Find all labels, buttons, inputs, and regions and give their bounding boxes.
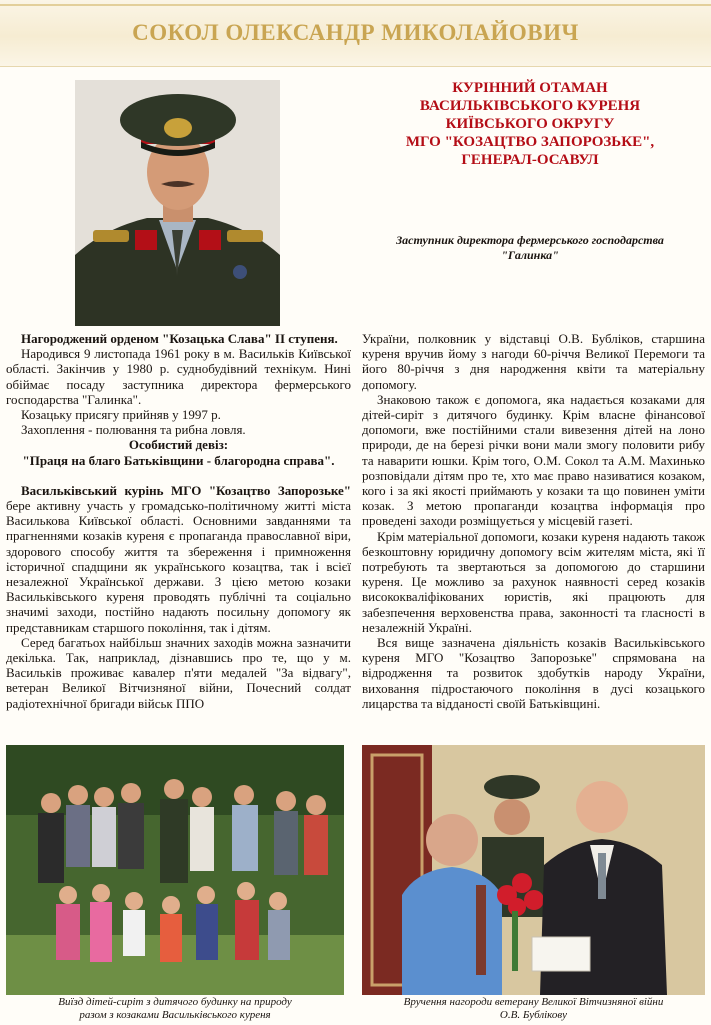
- bio-paragraph: Народився 9 листопада 1961 року в м. Васильків Київської області. Закінчив у 1980 р. суднобудівний технікум. Нині обіймає посаду заступника директора фермерського господарства "Галинка".: [6, 346, 351, 407]
- portrait-photo: [75, 80, 280, 326]
- veteran-paragraph: України, полковник у відставці О.В. Бубліков, старшина куреня вручив йому з нагоди 60-річчя Великої Перемоги та його 80-річчя з дня народження квіти та матеріальну допомогу.: [362, 331, 705, 392]
- ceremony-illustration: [362, 745, 705, 995]
- position-caption-line: Заступник директора фермерського господарства: [396, 233, 664, 247]
- summary-paragraph: Вся вище зазначена діяльність козаків Васильківського куреня МГО "Козацтво Запорозьке" спрямована на відродження та розвиток здобутків народу України, виховання підростаючого покоління в дусі козацького лицарства та відданості своїй Батьківщині.: [362, 635, 705, 711]
- left-text-column: [6, 331, 351, 711]
- rank-line: КИЇВСЬКОГО ОКРУГУ: [445, 116, 615, 132]
- rank-title: [370, 79, 690, 169]
- group-photo: [6, 745, 344, 995]
- right-text-column: [362, 331, 705, 711]
- position-caption: [345, 233, 711, 263]
- rank-line: ГЕНЕРАЛ-ОСАВУЛ: [461, 152, 599, 168]
- events-paragraph: Серед багатьох найбільш значних заходів можна зазначити декілька. Так, наприклад, дізнавшись про те, що у м. Васильків проживає кавалер п'яти медалей "За відвагу", ветеран Великої Вітчизняної війни, Почесний солдат радіотехнічної бригади військ ППО: [6, 634, 351, 711]
- caption-line: Виїзд дітей-сиріт з дитячого будинку на природу: [58, 996, 292, 1008]
- kurin-paragraph: [6, 483, 351, 635]
- spacer: [6, 468, 351, 483]
- rank-line: МГО "КОЗАЦТВО ЗАПОРОЗЬКЕ",: [405, 134, 655, 150]
- group-illustration: [6, 745, 344, 995]
- position-caption-line: "Галинка": [501, 248, 559, 262]
- caption-line: О.В. Бублікову: [499, 1009, 568, 1021]
- caption-line: Вручення нагороди ветерану Великої Вітчизняної війни: [403, 996, 664, 1008]
- motto: "Праця на благо Батьківщини - благородна справа".: [22, 452, 335, 468]
- award-line: Нагороджений орденом "Козацька Слава" ІІ ступеня.: [21, 331, 338, 346]
- kurin-name: Васильківський курінь МГО "Козацтво Запорозьке": [21, 482, 351, 498]
- hobbies-paragraph: Захоплення - полювання та рибна ловля.: [21, 422, 246, 438]
- ceremony-photo-caption: [362, 996, 705, 1022]
- page-title: СОКОЛ ОЛЕКСАНДР МИКОЛАЙОВИЧ: [132, 20, 579, 45]
- caption-line: разом з козаками Васильківського куреня: [79, 1009, 271, 1021]
- rank-line: ВАСИЛЬКІВСЬКОГО КУРЕНЯ: [419, 98, 641, 114]
- portrait-illustration: [75, 80, 280, 326]
- header-rule: [0, 4, 711, 6]
- orphans-paragraph: Знаковою також є допомога, яка надається козаками для дітей-сиріт з дитячого будинку. Крім власне фінансової допомоги, вже постійними стали вивезення дітей на лоно природи, де на березі річки вони мали змогу половити рибу та наварити юшки. Крім того, О.М. Сокол та А.М. Махинько розповідали дітям про те, хто має право називатися козаком, кого і за які якості приймають у козаки та що повинен уміти козак. З метою пропаганди козацтва інформація про проведені заходи розміщується у місцевій газеті.: [362, 391, 705, 529]
- ceremony-photo: [362, 745, 705, 995]
- kurin-text: бере активну участь у громадсько-політичному житті міста Василькова Київської області. Основними завданнями та прагненнями козаків куреня є пропаганда православної віри, здорового способу життя та збереження і примноження історичної спадщини як українського козацтва, так і всієї незалежної Української держави. З цією метою козаки Васильківського куреня проводять публічні та соціально значимі заходи, постійно надають посильну допомогу як представникам старшого покоління, так і дітям.: [6, 498, 351, 635]
- group-photo-caption: [6, 996, 344, 1022]
- oath-paragraph: Козацьку присягу прийняв у 1997 р.: [21, 407, 221, 423]
- motto-heading: Особистий девіз:: [128, 437, 229, 453]
- legal-help-paragraph: Крім матеріальної допомоги, козаки куреня надають також безкоштовну юридичну допомогу всім жителям міста, які її потребують та звертаються за допомогою до старшини куреня. Це можливо за рахунок наявності серед козаків висококваліфікованих юристів, які працюють для забезпечення верховенства права, законності та гласності в незалежній Україні.: [362, 528, 705, 635]
- rank-line: КУРІННИЙ ОТАМАН: [452, 80, 608, 96]
